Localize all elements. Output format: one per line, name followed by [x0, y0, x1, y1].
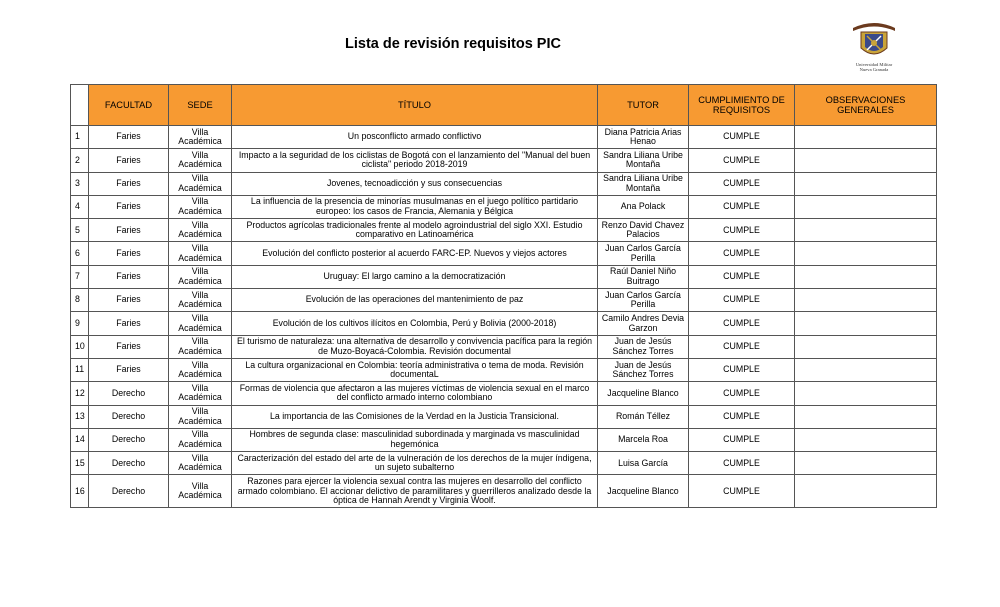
cell-cumplimiento: CUMPLE	[689, 428, 795, 451]
cell-facultad: Faries	[89, 265, 169, 288]
table-row	[71, 312, 937, 335]
header-observaciones: OBSERVACIONES GENERALES	[795, 85, 937, 126]
table-row	[71, 149, 937, 172]
row-number: 12	[71, 382, 89, 405]
cell-facultad: Derecho	[89, 452, 169, 475]
cell-sede: Villa Académica	[169, 242, 232, 265]
cell-tutor: Renzo David Chavez Palacios	[598, 219, 689, 242]
cell-cumplimiento: CUMPLE	[689, 242, 795, 265]
cell-facultad: Faries	[89, 358, 169, 381]
cell-observaciones	[795, 405, 937, 428]
cell-titulo: Hombres de segunda clase: masculinidad subordinada y marginada vs masculinidad hegemónica	[232, 428, 598, 451]
cell-sede: Villa Académica	[169, 335, 232, 358]
cell-tutor: Juan de Jesús Sánchez Torres	[598, 335, 689, 358]
cell-facultad: Faries	[89, 219, 169, 242]
cell-cumplimiento: CUMPLE	[689, 335, 795, 358]
cell-sede: Villa Académica	[169, 289, 232, 312]
university-crest-icon	[843, 20, 905, 62]
cell-titulo: Un posconflicto armado conflictivo	[232, 126, 598, 149]
cell-titulo: Caracterización del estado del arte de la vulneración de los derechos de la mujer índigena, un sujeto subalterno	[232, 452, 598, 475]
cell-titulo: Impacto a la seguridad de los ciclistas de Bogotá con el lanzamiento del "Manual del buen ciclista" periodo 2018-2019	[232, 149, 598, 172]
cell-facultad: Faries	[89, 335, 169, 358]
cell-cumplimiento: CUMPLE	[689, 312, 795, 335]
header-tutor: TUTOR	[598, 85, 689, 126]
row-number: 1	[71, 126, 89, 149]
cell-observaciones	[795, 242, 937, 265]
row-number: 6	[71, 242, 89, 265]
cell-sede: Villa Académica	[169, 149, 232, 172]
table-row	[71, 358, 937, 381]
row-number: 3	[71, 172, 89, 195]
row-number: 11	[71, 358, 89, 381]
cell-facultad: Faries	[89, 242, 169, 265]
cell-sede: Villa Académica	[169, 172, 232, 195]
header-cumplimiento: CUMPLIMIENTO DE REQUISITOS	[689, 85, 795, 126]
cell-tutor: Juan Carlos García Perilla	[598, 289, 689, 312]
cell-observaciones	[795, 149, 937, 172]
cell-observaciones	[795, 172, 937, 195]
cell-sede: Villa Académica	[169, 428, 232, 451]
cell-sede: Villa Académica	[169, 452, 232, 475]
cell-cumplimiento: CUMPLE	[689, 149, 795, 172]
cell-cumplimiento: CUMPLE	[689, 382, 795, 405]
cell-tutor: Sandra Liliana Uribe Montaña	[598, 149, 689, 172]
page-title: Lista de revisión requisitos PIC	[345, 36, 561, 52]
cell-facultad: Faries	[89, 149, 169, 172]
cell-observaciones	[795, 452, 937, 475]
header-titulo: TÍTULO	[232, 85, 598, 126]
cell-sede: Villa Académica	[169, 195, 232, 218]
cell-tutor: Diana Patricia Arias Henao	[598, 126, 689, 149]
cell-facultad: Derecho	[89, 405, 169, 428]
header-number	[71, 85, 89, 126]
cell-sede: Villa Académica	[169, 126, 232, 149]
row-number: 5	[71, 219, 89, 242]
cell-observaciones	[795, 335, 937, 358]
cell-tutor: Román Téllez	[598, 405, 689, 428]
row-number: 14	[71, 428, 89, 451]
cell-cumplimiento: CUMPLE	[689, 126, 795, 149]
cell-titulo: Razones para ejercer la violencia sexual contra las mujeres en desarrollo del conflicto armado colombiano. El accionar delictivo de paramilitares y guerrilleros analizado desde la óptica de Hannah Arendt y Virginia Woolf.	[232, 475, 598, 508]
header-facultad: FACULTAD	[89, 85, 169, 126]
table-row	[71, 382, 937, 405]
cell-titulo: Productos agrícolas tradicionales frente al modelo agroindustrial del siglo XXI. Estudio comparativo en Latinoamérica	[232, 219, 598, 242]
cell-tutor: Luisa García	[598, 452, 689, 475]
cell-observaciones	[795, 428, 937, 451]
table-row	[71, 475, 937, 508]
cell-titulo: Formas de violencia que afectaron a las mujeres víctimas de violencia sexual en el marco del conflicto armado interno colombiano	[232, 382, 598, 405]
row-number: 13	[71, 405, 89, 428]
table-row	[71, 405, 937, 428]
requirements-table	[70, 84, 937, 508]
cell-observaciones	[795, 126, 937, 149]
cell-titulo: La cultura organizacional en Colombia: teoría administrativa o tema de moda. Revisión documentaL	[232, 358, 598, 381]
cell-cumplimiento: CUMPLE	[689, 195, 795, 218]
cell-sede: Villa Académica	[169, 405, 232, 428]
cell-observaciones	[795, 195, 937, 218]
cell-cumplimiento: CUMPLE	[689, 475, 795, 508]
cell-facultad: Derecho	[89, 428, 169, 451]
cell-observaciones	[795, 475, 937, 508]
cell-sede: Villa Académica	[169, 312, 232, 335]
cell-observaciones	[795, 312, 937, 335]
table-header-row	[71, 85, 937, 126]
university-logo: Universidad Militar Nueva Granada	[843, 20, 905, 75]
cell-sede: Villa Académica	[169, 265, 232, 288]
cell-facultad: Faries	[89, 312, 169, 335]
cell-tutor: Juan Carlos García Perilla	[598, 242, 689, 265]
cell-observaciones	[795, 358, 937, 381]
cell-sede: Villa Académica	[169, 358, 232, 381]
cell-sede: Villa Académica	[169, 219, 232, 242]
cell-observaciones	[795, 289, 937, 312]
table-row	[71, 195, 937, 218]
row-number: 2	[71, 149, 89, 172]
cell-cumplimiento: CUMPLE	[689, 358, 795, 381]
table-row	[71, 335, 937, 358]
cell-tutor: Jacqueline Blanco	[598, 382, 689, 405]
table-row	[71, 242, 937, 265]
cell-titulo: La influencia de la presencia de minorías musulmanas en el juego político partidario europeo: los casos de Francia, Alemania y Bélgica	[232, 195, 598, 218]
cell-facultad: Derecho	[89, 475, 169, 508]
cell-titulo: La importancia de las Comisiones de la Verdad en la Justicia Transicional.	[232, 405, 598, 428]
cell-facultad: Faries	[89, 172, 169, 195]
cell-cumplimiento: CUMPLE	[689, 289, 795, 312]
cell-tutor: Juan de Jesús Sánchez Torres	[598, 358, 689, 381]
cell-sede: Villa Académica	[169, 475, 232, 508]
table-row	[71, 172, 937, 195]
row-number: 15	[71, 452, 89, 475]
cell-cumplimiento: CUMPLE	[689, 405, 795, 428]
table-row	[71, 428, 937, 451]
cell-tutor: Jacqueline Blanco	[598, 475, 689, 508]
row-number: 7	[71, 265, 89, 288]
table-row	[71, 452, 937, 475]
header-sede: SEDE	[169, 85, 232, 126]
cell-cumplimiento: CUMPLE	[689, 265, 795, 288]
cell-observaciones	[795, 265, 937, 288]
cell-titulo: El turismo de naturaleza: una alternativa de desarrollo y convivencia pacífica para la región de Muzo-Boyacá-Colombia. Revisión documental	[232, 335, 598, 358]
table-row	[71, 289, 937, 312]
row-number: 8	[71, 289, 89, 312]
cell-observaciones	[795, 382, 937, 405]
row-number: 9	[71, 312, 89, 335]
cell-facultad: Derecho	[89, 382, 169, 405]
cell-tutor: Ana Polack	[598, 195, 689, 218]
row-number: 4	[71, 195, 89, 218]
cell-tutor: Marcela Roa	[598, 428, 689, 451]
cell-titulo: Evolución del conflicto posterior al acuerdo FARC-EP. Nuevos y viejos actores	[232, 242, 598, 265]
cell-sede: Villa Académica	[169, 382, 232, 405]
table-row	[71, 126, 937, 149]
cell-facultad: Faries	[89, 289, 169, 312]
cell-titulo: Jovenes, tecnoadicción y sus consecuencias	[232, 172, 598, 195]
cell-tutor: Sandra Liliana Uribe Montaña	[598, 172, 689, 195]
cell-cumplimiento: CUMPLE	[689, 219, 795, 242]
cell-cumplimiento: CUMPLE	[689, 452, 795, 475]
row-number: 16	[71, 475, 89, 508]
table-row	[71, 219, 937, 242]
table-row	[71, 265, 937, 288]
cell-cumplimiento: CUMPLE	[689, 172, 795, 195]
cell-tutor: Raúl Daniel Niño Buitrago	[598, 265, 689, 288]
cell-facultad: Faries	[89, 195, 169, 218]
cell-titulo: Uruguay: El largo camino a la democratización	[232, 265, 598, 288]
cell-titulo: Evolución de las operaciones del mantenimiento de paz	[232, 289, 598, 312]
cell-tutor: Camilo Andres Devia Garzon	[598, 312, 689, 335]
cell-observaciones	[795, 219, 937, 242]
row-number: 10	[71, 335, 89, 358]
cell-titulo: Evolución de los cultivos ilícitos en Colombia, Perú y Bolivia (2000-2018)	[232, 312, 598, 335]
cell-facultad: Faries	[89, 126, 169, 149]
